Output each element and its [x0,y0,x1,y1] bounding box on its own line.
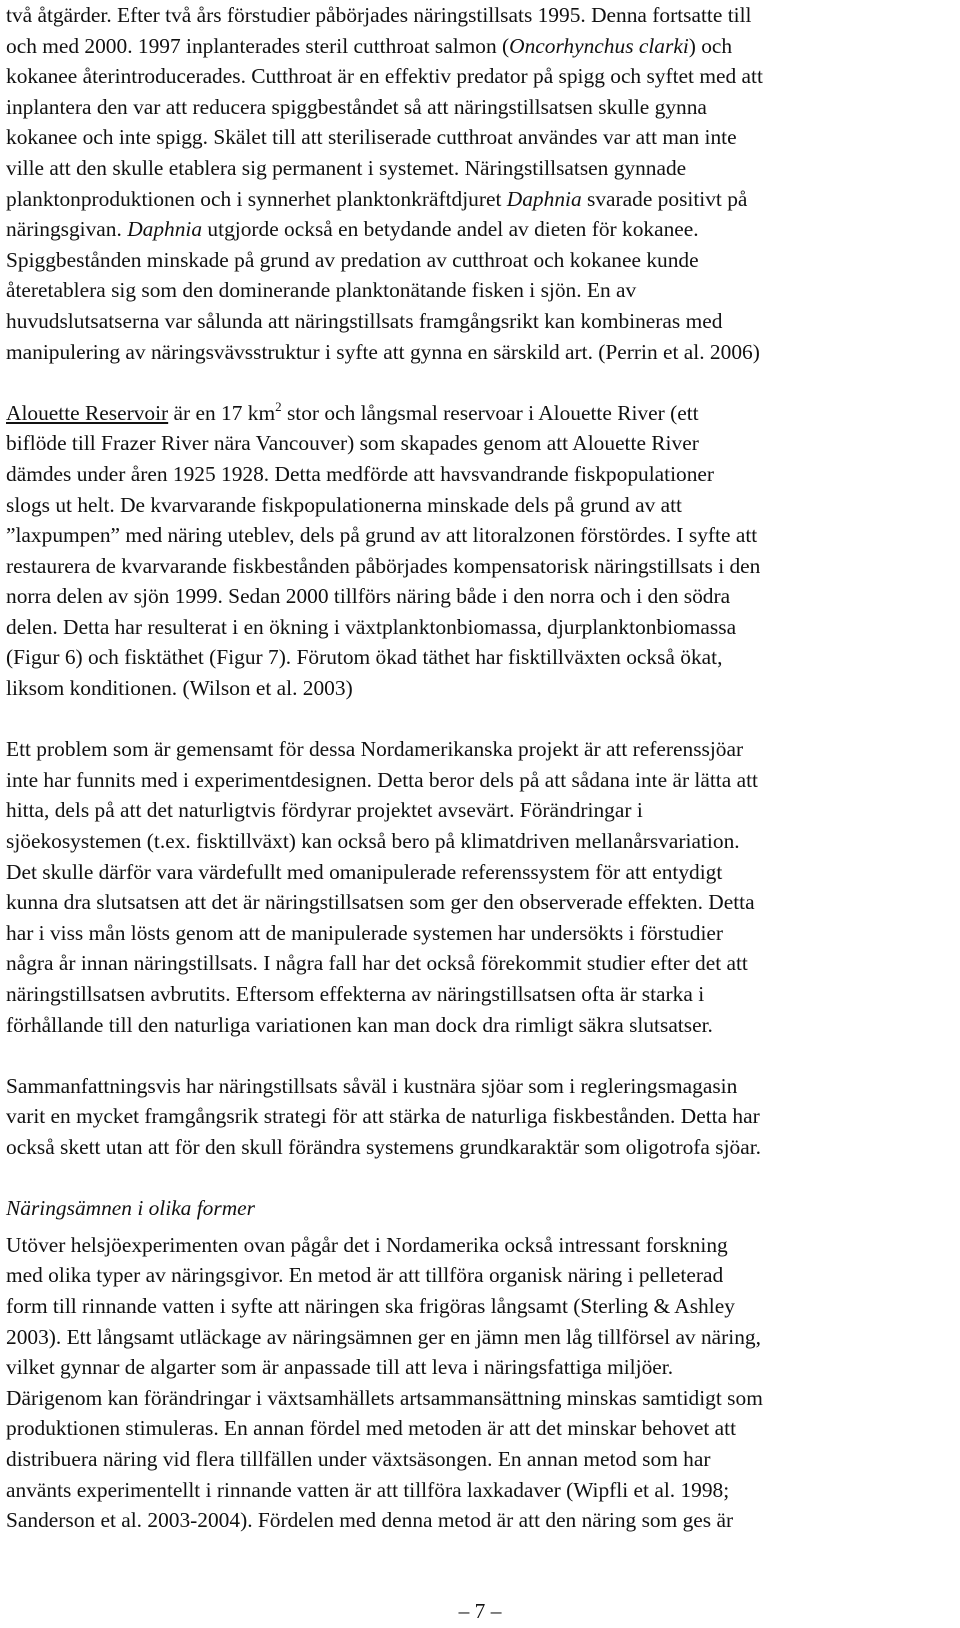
text-line: form till rinnande vatten i syfte att näringen ska frigöras långsamt (Sterling & Ashley [6,1293,735,1318]
text-line: planktonproduktionen och i synnerhet planktonkräftdjuret Daphnia svarade positivt på [6,186,748,211]
text-line: och med 2000. 1997 inplanterades steril cutthroat salmon (Oncorhynchus clarki) och [6,33,733,58]
text-line: också skett utan att för den skull förändra systemens grundkaraktär som oligotrofa sjöar. [6,1134,762,1159]
text-line: ville att den skulle etablera sig permanent i systemet. Näringstillsatsen gynnade [6,155,687,180]
text-line: (Figur 6) och fisktäthet (Figur 7). Förutom ökad täthet har fisktillväxten också ökat, [6,645,723,670]
paragraph-alouette [6,398,956,704]
text-line: 2003). Ett långsamt utläckage av näringsämnen ger en jämn men låg tillförsel av näring, [6,1324,761,1349]
paragraph-gap [6,704,956,735]
text-line: Ett problem som är gemensamt för dessa Nordamerikanska projekt är att referenssjöar [6,737,744,762]
paragraph-gap [6,1040,956,1071]
text-line: ”laxpumpen” med näring uteblev, dels på grund av att litoralzonen förstördes. I syfte att [6,523,758,548]
text-line: kokanee återintroducerades. Cutthroat är en effektiv predator på spigg och syftet med att [6,64,763,89]
text-line: inte har funnits med i experimentdesignen. Detta beror dels på att sådana inte är lätta att [6,767,758,792]
text-line: manipulering av näringsvävsstruktur i syfte att gynna en särskild art. (Perrin et al. 2006) [6,339,760,364]
text-line: Sammanfattningsvis har näringstillsats såväl i kustnära sjöar som i regleringsmagasin [6,1073,738,1098]
section-label-alouette-reservoir: Alouette Reservoir [6,400,169,425]
text-line: distribuera näring vid flera tillfällen under växtsäsongen. En annan metod som har [6,1446,711,1471]
text-line: dämdes under åren 1925 1928. Detta medförde att havsvandrande fiskpopulationer [6,461,715,486]
paragraph-summary [6,1071,956,1163]
text-line: några år innan näringstillsats. I några fall har det också förekommit studier efter det att [6,951,748,976]
text-line: förhållande till den naturliga variationen kan man dock dra rimligt säkra slutsatser. [6,1012,713,1037]
text-line: Spiggbestånden minskade på grund av predation av cutthroat och kokanee kunde [6,247,699,272]
text-line: Alouette Reservoir är en 17 $km^2$ stor och långsmal reservoar i Alouette River (ett [6,398,699,425]
paragraph-nutrient-forms [6,1230,956,1536]
section-heading: Näringsämnen i olika former [6,1196,255,1221]
page-number: – 7 – [458,1599,502,1623]
text-line: kunna dra slutsatsen att det är näringstillsatsen som ger den observerade effekten. Detta [6,890,755,915]
text-line: Sanderson et al. 2003-2004). Fördelen med denna metod är att den näring som ges är [6,1508,734,1533]
text-line: huvudslutsatserna var sålunda att näringstillsats framgångsrikt kan kombineras med [6,308,723,333]
text-line: varit en mycket framgångsrik strategi för att stärka de naturliga fiskbestånden. Detta har [6,1104,760,1129]
text-line: kokanee och inte spigg. Skälet till att steriliserade cutthroat användes var att man inte [6,125,737,150]
text-line: med olika typer av näringsgivor. En metod är att tillföra organisk näring i pelleterad [6,1263,724,1288]
text-line: återetablera sig som den dominerande planktonätande fisken i sjön. En av [6,278,637,303]
text-line: har i viss mån lösts genom att de manipulerade systemen har undersökts i förstudier [6,920,724,945]
text-line: Det skulle därför vara värdefullt med omanipulerade referenssystem för att entydigt [6,859,723,884]
text-line: delen. Detta har resulterat i en ökning i växtplanktonbiomassa, djurplanktonbiomassa [6,614,737,639]
text-line: restaurera de kvarvarande fiskbestånden påbörjades kompensatorisk näringstillsats i den [6,553,761,578]
text-line: vilket gynnar de algarter som är anpassade till att leva i näringsfattiga miljöer. [6,1355,674,1380]
text-line: Utöver helsjöexperimenten ovan pågår det i Nordamerika också intressant forskning [6,1232,728,1257]
text-line: använts experimentellt i rinnande vatten är att tillföra laxkadaver (Wipfli et al. 1998; [6,1477,730,1502]
text-line: liksom konditionen. (Wilson et al. 2003) [6,676,353,701]
text-line: slogs ut helt. De kvarvarande fiskpopulationerna minskade dels på grund av att [6,492,682,517]
text-line: Därigenom kan förändringar i växtsamhällets artsammansättning minskas samtidigt som [6,1385,763,1410]
document-page [6,0,956,1536]
text-line: två åtgärder. Efter två års förstudier påbörjades näringstillsats 1995. Denna fortsatte till [6,3,752,27]
species-name: Daphnia [127,217,203,242]
text-line: biflöde till Frazer River nära Vancouver) som skapades genom att Alouette River [6,431,699,456]
species-name: Daphnia [506,186,582,211]
text-line: sjöekosystemen (t.ex. fisktillväxt) kan också bero på klimatdriven mellanårsvariation. [6,829,740,854]
text-line: hitta, dels på att det naturligtvis fördyrar projektet avsevärt. Förändringar i [6,798,643,823]
paragraph-perrin [6,0,956,367]
text-line: näringsgivan. Daphnia utgjorde också en betydande andel av dieten för kokanee. [6,217,699,242]
paragraph-gap [6,1163,956,1194]
text-line: norra delen av sjön 1999. Sedan 2000 tillförs näring både i den norra och i den södra [6,584,731,609]
text-line: inplantera den var att reducera spiggbeståndet så att näringstillsatsen skulle gynna [6,94,707,119]
paragraph-gap [6,367,956,398]
paragraph-reference-lakes [6,734,956,1040]
text-line: näringstillsatsen avbrutits. Eftersom effekterna av näringstillsatsen ofta är starka i [6,982,705,1006]
text-line: produktionen stimuleras. En annan fördel med metoden är att det minskar behovet att [6,1416,737,1441]
species-name: Oncorhynchus clarki [509,33,689,58]
